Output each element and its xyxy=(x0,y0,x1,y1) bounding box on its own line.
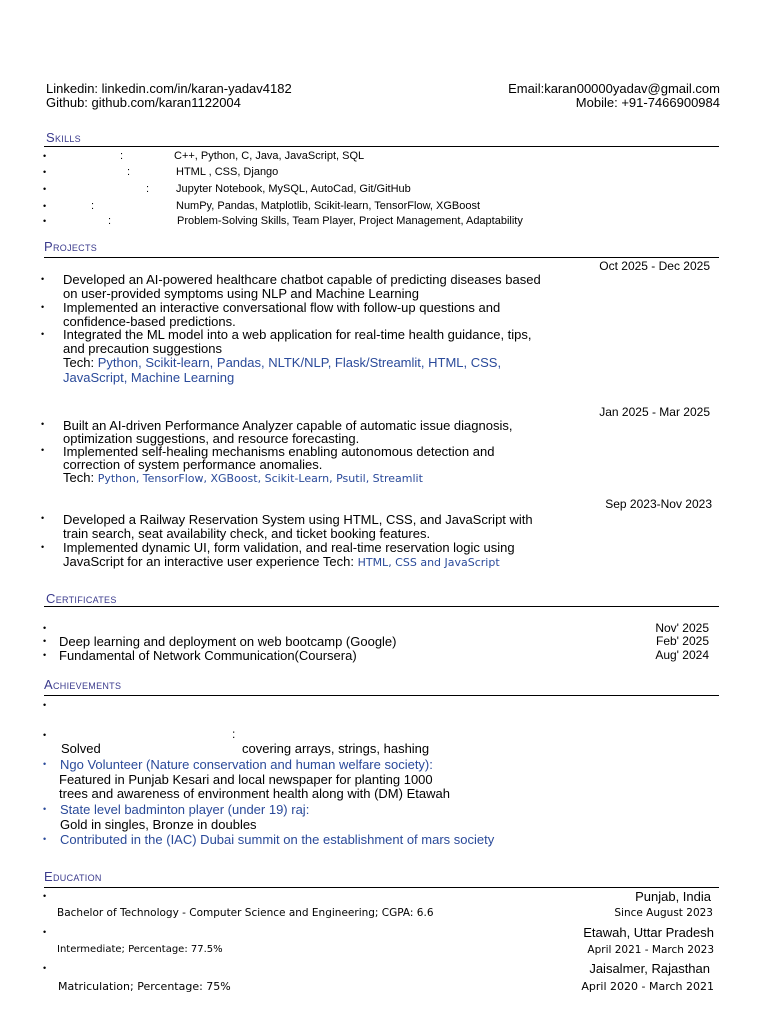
achievement-badminton: State level badminton player (under 19) raj: xyxy=(60,802,310,817)
project-3-line: Implemented dynamic UI, form validation, and real-time reservation logic using xyxy=(63,540,515,555)
education-3-place: Jaisalmer, Rajasthan xyxy=(589,961,710,976)
project-3-line: JavaScript for an interactive user experience Tech: xyxy=(63,554,358,569)
achievement-ngo-detail: trees and awareness of environment health along with (DM) Etawah xyxy=(59,786,450,801)
project-3-tech xyxy=(63,554,500,570)
skill-bullet: • xyxy=(43,184,47,194)
project-3-date: Sep 2023-Nov 2023 xyxy=(605,497,712,511)
project-2-line: Implemented self-healing mechanisms enabling autonomous detection and xyxy=(63,444,495,459)
tech-stack: HTML, CSS and JavaScript xyxy=(357,556,500,569)
project-2-line: optimization suggestions, and resource forecasting. xyxy=(63,431,360,446)
skill-colon: : xyxy=(146,183,150,195)
projects-divider xyxy=(44,257,719,258)
skill-colon: : xyxy=(127,166,131,178)
project-1-line: confidence-based predictions. xyxy=(63,314,236,329)
github-text[interactable]: Github: github.com/karan1122004 xyxy=(46,95,241,110)
education-1-place: Punjab, India xyxy=(635,889,711,904)
mobile-text: Mobile: +91-7466900984 xyxy=(575,95,720,110)
education-bullet: • xyxy=(43,927,47,937)
project-1-line: and precaution suggestions xyxy=(63,341,223,356)
certificate-date: Feb' 2025 xyxy=(656,634,709,648)
education-divider xyxy=(44,887,719,888)
skill-colon: : xyxy=(120,150,124,162)
project-bullet: • xyxy=(41,274,45,284)
project-bullet: • xyxy=(41,513,45,523)
certificate-bullet: • xyxy=(43,623,47,633)
achievement-badminton-detail: Gold in singles, Bronze in doubles xyxy=(60,817,257,832)
project-bullet: • xyxy=(41,419,45,429)
education-2-place: Etawah, Uttar Pradesh xyxy=(583,925,714,940)
skills-divider xyxy=(44,146,719,147)
skill-value-web: HTML , CSS, Django xyxy=(176,166,279,178)
linkedin-text[interactable]: Linkedin: linkedin.com/in/karan-yadav4182 xyxy=(46,81,292,96)
project-1-tech-cont: JavaScript, Machine Learning xyxy=(63,370,235,385)
project-bullet: • xyxy=(41,445,45,455)
project-1-line: on user-provided symptoms using NLP and Machine Learning xyxy=(63,286,420,301)
certificate-name: Fundamental of Network Communication(Coursera) xyxy=(59,648,357,663)
project-bullet: • xyxy=(41,329,45,339)
skill-bullet: • xyxy=(43,167,47,177)
skill-value-soft: Problem-Solving Skills, Team Player, Project Management, Adaptability xyxy=(177,215,523,227)
email-text[interactable]: Email:karan00000yadav@gmail.com xyxy=(508,81,720,96)
achievement-colon: : xyxy=(232,727,236,741)
project-3-line: train search, seat availability check, and ticket booking features. xyxy=(63,526,431,541)
education-1-degree: Bachelor of Technology - Computer Science and Engineering; CGPA: 6.6 xyxy=(57,907,434,919)
project-1-date: Oct 2025 - Dec 2025 xyxy=(599,259,710,273)
project-bullet: • xyxy=(41,542,45,552)
achievements-heading: Achievements xyxy=(44,677,122,692)
skill-bullet: • xyxy=(43,151,47,161)
skill-bullet: • xyxy=(43,201,47,211)
skill-bullet: • xyxy=(43,216,47,226)
skill-value-tools: Jupyter Notebook, MySQL, AutoCad, Git/GitHub xyxy=(176,183,411,195)
tech-stack: Python, TensorFlow, XGBoost, Scikit-Learn, Psutil, Streamlit xyxy=(97,472,423,485)
education-bullet: • xyxy=(43,963,47,973)
education-bullet: • xyxy=(43,891,47,901)
skill-value-languages: C++, Python, C, Java, JavaScript, SQL xyxy=(174,150,365,162)
projects-heading: Projects xyxy=(44,239,98,254)
project-1-line: Implemented an interactive conversational flow with follow-up questions and xyxy=(63,300,501,315)
certificate-date: Aug' 2024 xyxy=(655,648,709,662)
project-1-tech xyxy=(63,355,501,370)
certificate-bullet: • xyxy=(43,636,47,646)
project-2-line: Built an AI-driven Performance Analyzer capable of automatic issue diagnosis, xyxy=(63,418,513,433)
achievement-ngo-detail: Featured in Punjab Kesari and local newspaper for planting 1000 xyxy=(59,772,433,787)
project-2-line: correction of system performance anomalies. xyxy=(63,457,323,472)
tech-stack: Python, Scikit-learn, Pandas, NLTK/NLP, Flask/Streamlit, HTML, CSS, xyxy=(97,355,502,370)
education-3-dates: April 2020 - March 2021 xyxy=(581,980,714,993)
skill-colon: : xyxy=(91,200,95,212)
achievements-divider xyxy=(44,695,719,696)
achievement-bullet: • xyxy=(43,759,47,769)
education-2-degree: Intermediate; Percentage: 77.5% xyxy=(57,944,223,955)
achievement-ngo: Ngo Volunteer (Nature conservation and human welfare society): xyxy=(60,757,433,772)
achievement-solved: Solved xyxy=(61,741,101,756)
certificates-heading: Certificates xyxy=(46,591,117,606)
certificates-divider xyxy=(44,606,719,607)
tech-label: Tech: xyxy=(63,355,98,370)
achievement-iac: Contributed in the (IAC) Dubai summit on the establishment of mars society xyxy=(60,832,495,847)
education-1-dates: Since August 2023 xyxy=(614,907,713,919)
project-2-date: Jan 2025 - Mar 2025 xyxy=(599,405,710,419)
education-heading: Education xyxy=(44,869,102,884)
project-bullet: • xyxy=(41,302,45,312)
achievement-bullet: • xyxy=(43,730,47,740)
certificate-date: Nov' 2025 xyxy=(655,621,709,635)
certificate-name: Deep learning and deployment on web bootcamp (Google) xyxy=(59,634,397,649)
education-2-dates: April 2021 - March 2023 xyxy=(587,944,714,956)
project-2-tech xyxy=(63,470,423,486)
tech-label: Tech: xyxy=(63,470,98,485)
skill-colon: : xyxy=(108,215,112,227)
achievement-bullet: • xyxy=(43,804,47,814)
achievement-bullet: • xyxy=(43,834,47,844)
skill-value-libraries: NumPy, Pandas, Matplotlib, Scikit-learn, TensorFlow, XGBoost xyxy=(176,200,481,212)
education-3-degree: Matriculation; Percentage: 75% xyxy=(58,980,231,993)
achievement-solved-topics: covering arrays, strings, hashing xyxy=(242,741,430,756)
project-1-line: Developed an AI-powered healthcare chatbot capable of predicting diseases based xyxy=(63,272,541,287)
certificate-bullet: • xyxy=(43,650,47,660)
achievement-bullet: • xyxy=(43,700,47,710)
project-3-line: Developed a Railway Reservation System using HTML, CSS, and JavaScript with xyxy=(63,512,533,527)
project-1-line: Integrated the ML model into a web application for real-time health guidance, tips, xyxy=(63,327,532,342)
skills-heading: Skills xyxy=(46,130,81,145)
